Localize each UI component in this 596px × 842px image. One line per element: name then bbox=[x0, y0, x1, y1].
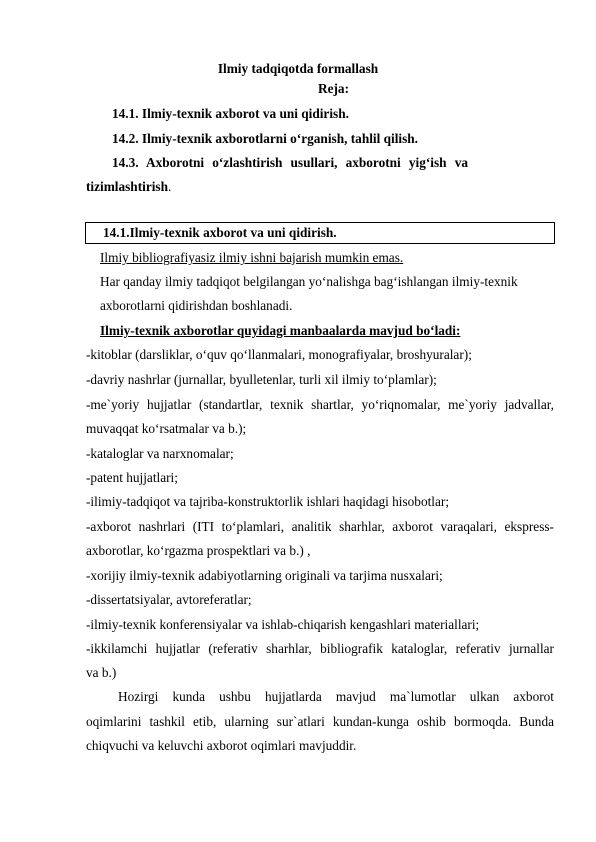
list-item-normative-docs: -me`yoriy hujjatlar (standartlar, texnik shartlar, yo‘riqnomalar, me`yoriy jadvallar, bbox=[86, 397, 554, 412]
list-item-secondary-docs: -ikkilamchi hujjatlar (referativ sharhlar, bibliografik kataloglar, referativ jurnallar bbox=[86, 641, 554, 656]
list-item-foreign-literature: -xorijiy ilmiy-texnik adabiyotlarning originali va tarjima nusxalari; bbox=[86, 568, 443, 583]
list-item-info-publications-cont: axborotlar, ko‘rgazma prospektlari va b.) , bbox=[86, 543, 311, 558]
list-item-info-publications: -axborot nashrlari (ITI to‘plamlari, analitik sharhlar, axborot varaqalari, ekspress- bbox=[86, 519, 554, 534]
plan-item-3: 14.3. Axborotni o‘zlashtirish usullari, axborotni yig‘ish va bbox=[112, 155, 468, 170]
closing-paragraph-line-3: chiqvuchi va keluvchi axborot oqimlari mavjuddir. bbox=[86, 738, 357, 753]
list-item-books: -kitoblar (darsliklar, o‘quv qo‘llanmalari, monografiyalar, broshyuralar); bbox=[86, 347, 472, 362]
sources-heading: Ilmiy-texnik axborotlar quyidagi manbaalarda mavjud bo‘ladi: bbox=[100, 323, 461, 338]
document-title: Ilmiy tadqiqotda formallash bbox=[217, 61, 379, 76]
list-item-patents: -patent hujjatlari; bbox=[86, 470, 178, 485]
list-item-normative-docs-cont: muvaqqat ko‘rsatmalar va b.); bbox=[86, 421, 247, 436]
intro-line-1: Har qanday ilmiy tadqiqot belgilangan yo‘nalishga bag‘ishlangan ilmiy-texnik bbox=[100, 274, 518, 289]
plan-item-3-dot: . bbox=[168, 179, 172, 194]
plan-item-1: 14.1. Ilmiy-texnik axborot va uni qidirish. bbox=[112, 106, 349, 121]
closing-paragraph-line-1: Hozirgi kunda ushbu hujjatlarda mavjud ma`lumotlar ulkan axborot bbox=[118, 689, 554, 704]
list-item-periodicals: -davriy nashrlar (jurnallar, byulletenlar, turli xil ilmiy to‘plamlar); bbox=[86, 372, 437, 387]
intro-underlined: Ilmiy bibliografiyasiz ilmiy ishni bajarish mumkin emas. bbox=[100, 250, 404, 265]
list-item-conferences: -ilmiy-texnik konferensiyalar va ishlab-chiqarish kengashlari materiallari; bbox=[86, 617, 480, 632]
plan-item-2: 14.2. Ilmiy-texnik axborotlarni o‘rganish, tahlil qilish. bbox=[112, 131, 418, 146]
plan-item-3-continuation bbox=[86, 179, 171, 195]
closing-paragraph-line-2: oqimlarini tashkil etib, ularning sur`atlari kundan-kunga oshib bormoqda. Bunda bbox=[86, 714, 554, 729]
list-item-secondary-docs-cont: va b.) bbox=[86, 665, 117, 680]
list-item-dissertations: -dissertatsiyalar, avtoreferatlar; bbox=[86, 592, 252, 607]
plan-item-3-cont-text: tizimlashtirish bbox=[86, 179, 168, 194]
intro-line-2: axborotlarni qidirishdan boshlanadi. bbox=[100, 298, 293, 313]
section-heading: 14.1.Ilmiy-texnik axborot va uni qidirish. bbox=[103, 225, 337, 240]
list-item-catalogs: -kataloglar va narxnomalar; bbox=[86, 446, 234, 461]
list-item-reports: -ilimiy-tadqiqot va tajriba-konstruktorlik ishlari haqidagi hisobotlar; bbox=[86, 494, 450, 509]
plan-label: Reja: bbox=[318, 81, 350, 96]
